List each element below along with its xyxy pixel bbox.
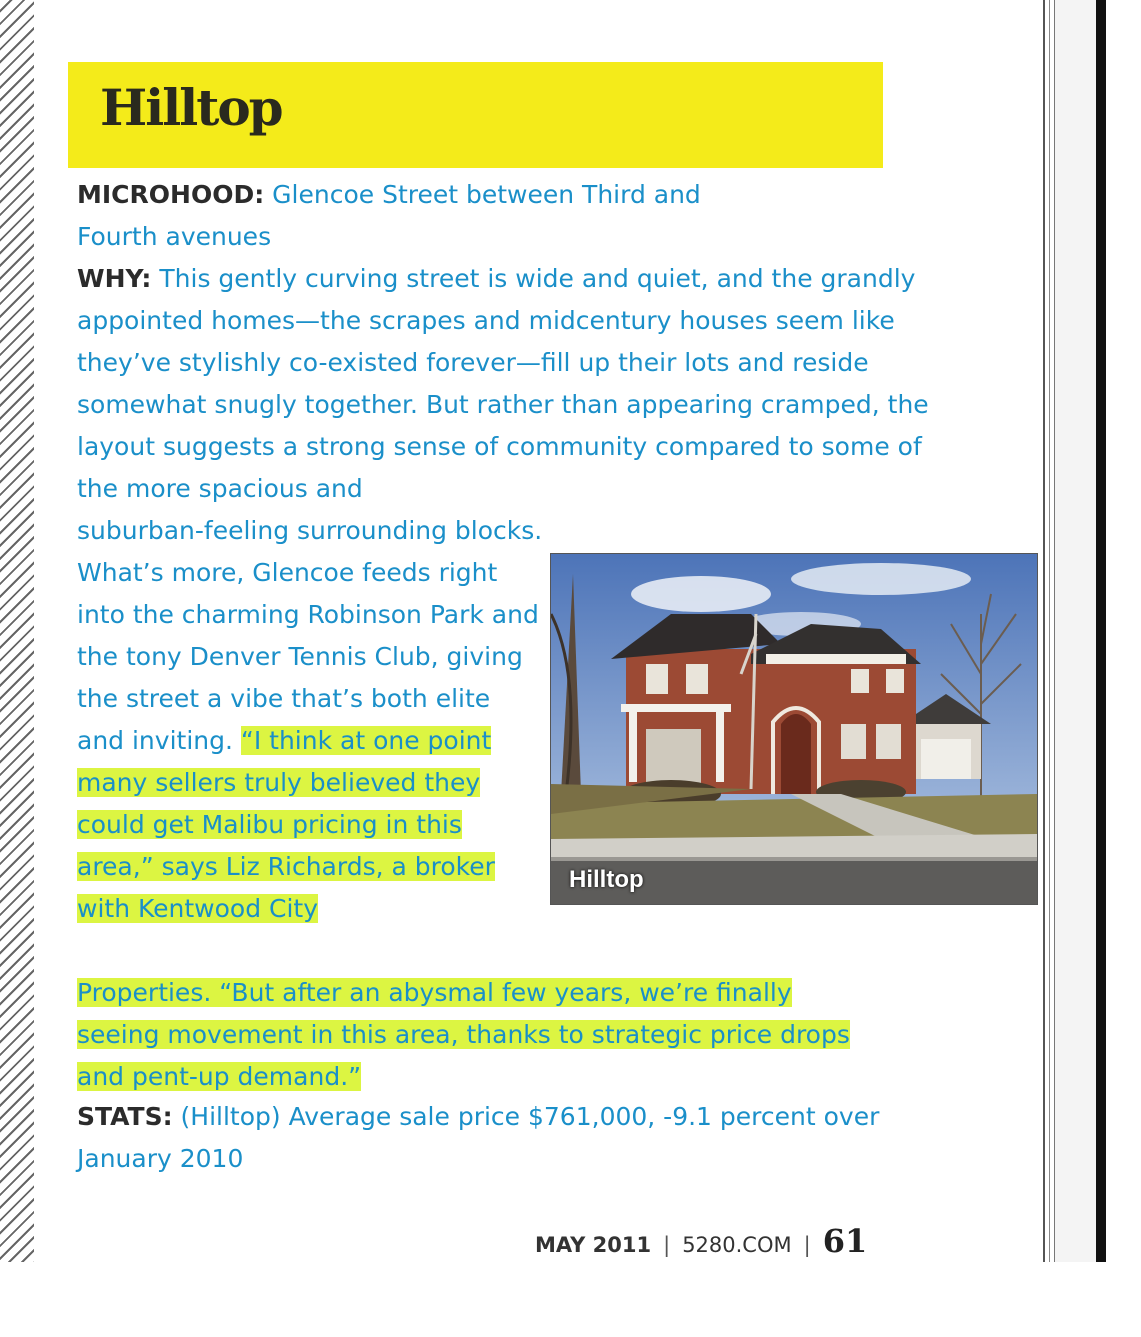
page-footer: [535, 1222, 867, 1260]
page-number: 61: [822, 1222, 868, 1260]
quote-highlight-1: “I think at one point many sellers truly believed they could get Malibu pricing in this area,” says Liz Richards, a broker with Kentwood City: [77, 726, 495, 923]
why-paragraph-narrow: [77, 510, 543, 930]
microhood-paragraph: [77, 174, 737, 258]
why-text-narrow: suburban-feeling surrounding blocks. What’s more, Glencoe feeds right into the charming Robinson Park and the tony Denver Tennis Club, giving the street a vibe that’s both elite and inviting.: [77, 516, 543, 755]
house-illustration: [551, 554, 1037, 904]
house-photo: [550, 553, 1038, 905]
why-paragraph-wide: [77, 258, 947, 510]
photo-caption: Hilltop: [569, 866, 644, 893]
footer-issue-date: MAY 2011: [535, 1233, 652, 1257]
footer-separator-2: |: [803, 1233, 811, 1257]
stats-text: (Hilltop) Average sale price $761,000, -9.1 percent over January 2010: [77, 1102, 880, 1173]
page-binding-edge: [1040, 0, 1110, 1262]
scan-left-edge: [0, 0, 34, 1262]
stats-label: STATS:: [77, 1102, 173, 1131]
microhood-text: Glencoe Street between Third and Fourth avenues: [77, 180, 701, 251]
page-title: Hilltop: [100, 78, 282, 137]
why-text-wide: This gently curving street is wide and quiet, and the grandly appointed homes—the scrapes and midcentury houses seem like they’ve stylishly co-existed forever—fill up their lots and reside somewhat snugly together. But rather than appearing cramped, the layout suggests a strong sense of community compared to some of the more spacious and: [77, 264, 929, 503]
footer-website: 5280.COM: [682, 1233, 792, 1257]
microhood-label: MICROHOOD:: [77, 180, 265, 209]
stats-paragraph: [77, 1096, 907, 1180]
quote-highlight-2: Properties. “But after an abysmal few years, we’re finally seeing movement in this area, thanks to strategic price drops and pent-up demand.”: [77, 978, 850, 1091]
quote-paragraph-wide: [77, 972, 877, 1098]
why-label: WHY:: [77, 264, 152, 293]
footer-separator-1: |: [663, 1233, 671, 1257]
